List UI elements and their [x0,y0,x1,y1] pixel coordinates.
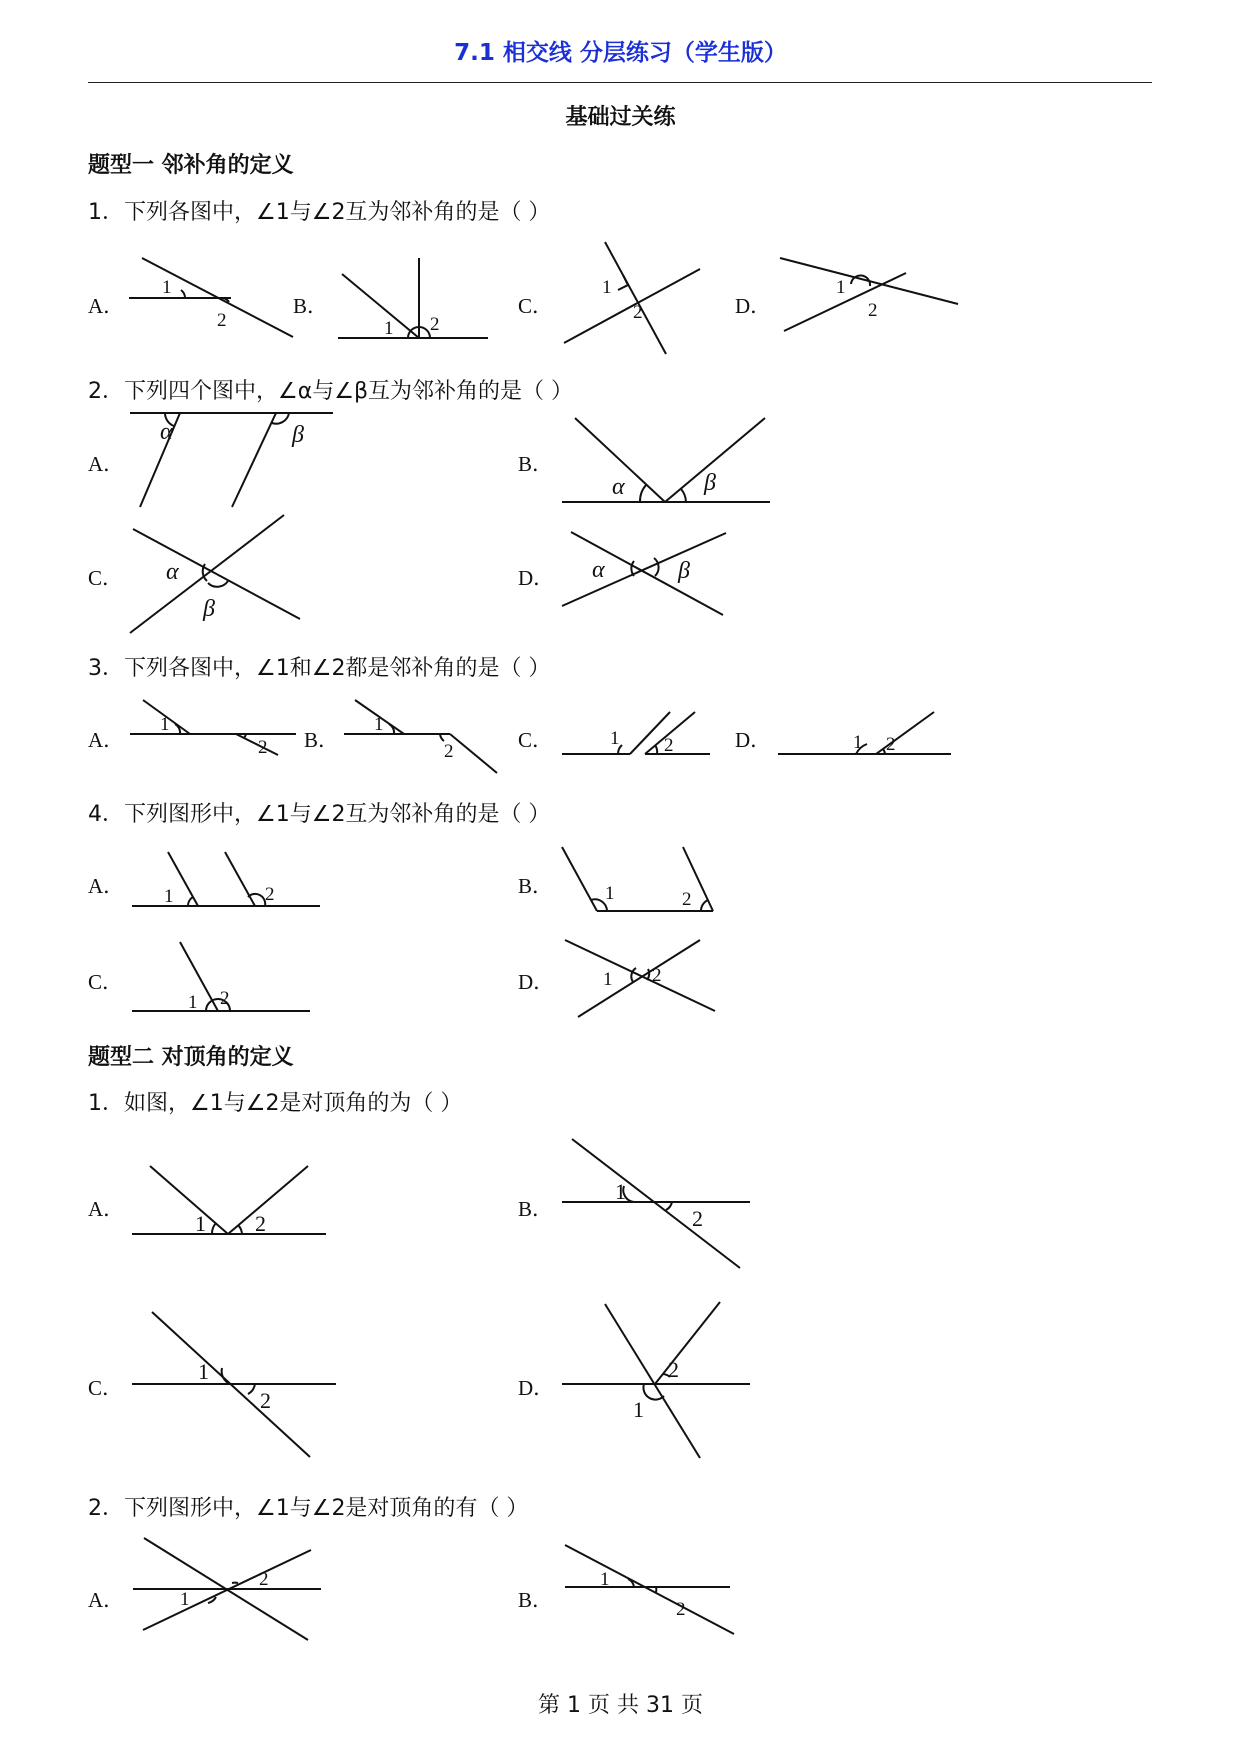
q2-2-option-b[interactable]: B． [518,1588,554,1612]
label-1: 1 [374,714,384,735]
q1-4-figure-a [130,850,325,910]
label-beta: β [704,470,716,496]
q2-2-figure-a [128,1535,328,1645]
label-1: 1 [160,714,170,735]
q1-4-option-a[interactable]: A． [88,874,125,898]
q1-2-option-b[interactable]: B． [518,452,554,476]
label-1: 1 [384,318,394,339]
q2-1-option-d[interactable]: D． [518,1376,555,1400]
question-2-2-stem: 2．下列图形中，∠1与∠2是对顶角的有（ ） [88,1496,529,1521]
label-1: 1 [633,1397,644,1422]
q1-3-option-c[interactable]: C． [518,728,554,752]
q1-2-option-c[interactable]: C． [88,566,124,590]
q1-1-figure-b [338,258,493,340]
q1-4-figure-b [560,845,720,915]
q1-3-option-a[interactable]: A． [88,728,125,752]
q2-1-option-b[interactable]: B． [518,1197,554,1221]
q2-1-figure-a [130,1163,330,1238]
label-1: 1 [198,1359,209,1384]
question-2-1-stem: 1．如图，∠1与∠2是对顶角的为（ ） [88,1091,463,1116]
label-2: 2 [255,1211,266,1236]
q1-1-figure-d [778,255,963,335]
type-1-title: 题型一 邻补角的定义 [88,153,294,178]
label-1: 1 [602,277,612,298]
label-2: 2 [652,965,662,986]
label-1: 1 [600,1569,610,1590]
q1-1-option-c[interactable]: C． [518,294,554,318]
label-2: 2 [259,1569,269,1590]
q1-1-figure-a [125,255,300,335]
header-divider [88,82,1152,83]
label-2: 2 [430,314,440,335]
label-2: 2 [633,302,643,323]
label-2: 2 [676,1599,686,1620]
label-1: 1 [162,277,172,298]
label-1: 1 [605,883,615,904]
label-2: 2 [664,735,674,756]
q1-3-figure-c [560,707,720,757]
q1-3-figure-a [128,697,303,757]
q1-4-figure-c [130,940,315,1015]
label-1: 1 [188,992,198,1013]
q1-2-figure-a [128,406,338,511]
page-footer: 第 1 页 共 31 页 [538,1693,703,1718]
question-1-3-stem: 3．下列各图中，∠1和∠2都是邻补角的是（ ） [88,656,551,681]
label-2: 2 [886,734,896,755]
label-alpha: α [612,474,625,500]
q2-1-figure-d [560,1300,755,1460]
q2-2-option-a[interactable]: A． [88,1588,125,1612]
label-2: 2 [220,988,230,1009]
label-1: 1 [195,1211,206,1236]
q1-4-option-b[interactable]: B． [518,874,554,898]
label-2: 2 [444,741,454,762]
label-1: 1 [853,732,863,753]
label-1: 1 [603,969,613,990]
q1-4-option-d[interactable]: D． [518,970,555,994]
q2-1-figure-b [560,1136,755,1271]
q2-1-option-a[interactable]: A． [88,1197,125,1221]
q1-4-figure-d [560,937,720,1022]
label-1: 1 [836,277,846,298]
document-title: 7.1 相交线 分层练习（学生版） [454,40,787,66]
q1-3-figure-d [776,707,956,757]
q2-2-figure-b [560,1542,740,1637]
label-2: 2 [258,737,268,758]
q1-2-figure-c [128,513,308,635]
q1-3-option-b[interactable]: B． [304,728,340,752]
label-1: 1 [610,728,620,749]
q1-2-figure-b [560,415,775,505]
label-2: 2 [692,1206,703,1231]
label-2: 2 [217,310,227,331]
type-2-title: 题型二 对顶角的定义 [88,1045,294,1070]
q1-2-option-d[interactable]: D． [518,566,555,590]
q1-1-figure-c [560,238,705,358]
label-2: 2 [868,300,878,321]
label-2: 2 [265,884,275,905]
q1-2-figure-d [560,526,735,621]
label-beta: β [292,422,304,448]
q1-1-option-d[interactable]: D． [735,294,772,318]
label-beta: β [203,596,215,622]
label-2: 2 [260,1388,271,1413]
q2-1-option-c[interactable]: C． [88,1376,124,1400]
label-1: 1 [615,1179,626,1204]
q1-3-option-d[interactable]: D． [735,728,772,752]
label-2: 2 [668,1357,679,1382]
label-alpha: α [160,419,173,445]
label-alpha: α [166,559,179,585]
question-1-2-stem: 2．下列四个图中，∠α与∠β互为邻补角的是（ ） [88,379,573,404]
q1-3-figure-b [342,697,502,777]
q1-1-option-a[interactable]: A． [88,294,125,318]
q1-1-option-b[interactable]: B． [293,294,329,318]
q2-1-figure-c [130,1310,340,1460]
question-1-4-stem: 4．下列图形中，∠1与∠2互为邻补角的是（ ） [88,802,551,827]
q1-4-option-c[interactable]: C． [88,970,124,994]
section-title: 基础过关练 [565,105,676,130]
question-1-1-stem: 1．下列各图中，∠1与∠2互为邻补角的是（ ） [88,200,551,225]
label-2: 2 [682,889,692,910]
label-1: 1 [164,886,174,907]
label-alpha: α [592,557,605,583]
q1-2-option-a[interactable]: A． [88,452,125,476]
label-1: 1 [180,1589,190,1610]
label-beta: β [678,558,690,584]
